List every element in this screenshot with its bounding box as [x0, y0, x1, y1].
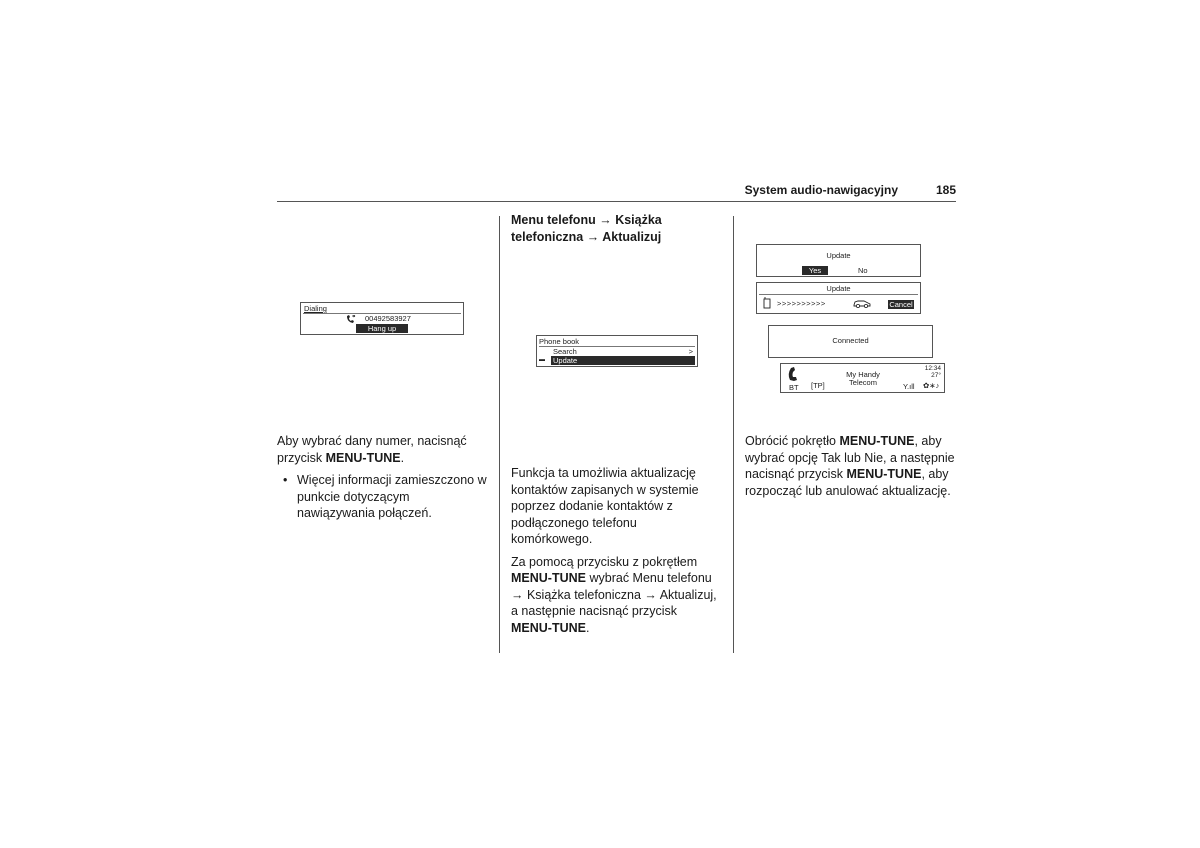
bt-indicator: BT	[789, 383, 799, 392]
column-1-text	[277, 433, 487, 522]
connected-status: Connected	[832, 336, 869, 345]
section-title: System audio-nawigacyjny	[744, 183, 898, 197]
page-header	[277, 183, 956, 201]
connected-screen	[768, 325, 933, 358]
text-run: Obrócić pokrętło	[745, 434, 840, 448]
arrow-icon: →	[586, 229, 600, 244]
signal-strength-icon: Y.ıll	[903, 382, 915, 391]
chevron-right-icon: >	[688, 347, 693, 356]
dialing-screen	[300, 302, 464, 335]
column-2-heading	[511, 212, 721, 245]
paragraph	[277, 433, 487, 466]
paragraph	[745, 433, 955, 499]
selection-marker-icon: ▬	[539, 357, 545, 363]
text-run: Aby wybrać dany numer, nacisnąć przycisk	[277, 434, 467, 465]
phone-status-screen	[780, 363, 945, 393]
text-run: Aktualizuj, a następnie nacisnąć przycisk	[511, 587, 717, 618]
text-run: Książka telefoniczna	[523, 587, 645, 602]
text-run: .	[400, 450, 405, 465]
heading-part: Książka	[615, 213, 662, 227]
header-divider	[277, 201, 956, 202]
phone-book-title: Phone book	[539, 337, 580, 346]
car-icon	[853, 298, 871, 308]
dialing-title: Dialing	[304, 304, 327, 313]
arrow-icon: →	[644, 587, 657, 602]
cancel-button[interactable]: Cancel	[889, 300, 913, 309]
hang-up-button[interactable]: Hang up	[356, 324, 408, 333]
menu-item-search[interactable]: Search	[553, 347, 577, 356]
bullet-mark: •	[283, 473, 288, 487]
paragraph	[511, 554, 721, 637]
arrow-icon: →	[511, 587, 524, 602]
text-run: , aby rozpocząć lub anulować aktualizację.	[745, 467, 951, 498]
update-confirm-screen	[756, 244, 921, 277]
menu-tune-label: MENU-TUNE	[846, 467, 922, 481]
mobile-phone-icon	[763, 297, 771, 309]
column-divider	[499, 216, 500, 653]
progress-indicator: >>>>>>>>>>	[777, 299, 826, 308]
menu-tune-label: MENU-TUNE	[511, 620, 586, 635]
heading-part: telefoniczna	[511, 229, 584, 244]
phone-book-screen	[536, 335, 698, 367]
column-3-text	[745, 433, 955, 505]
menu-tune-label: MENU-TUNE	[839, 434, 915, 448]
update-title: Update	[826, 251, 851, 260]
status-icons: ✿∗♪	[923, 381, 940, 390]
phone-name-line1: My Handy	[846, 370, 880, 379]
column-divider	[733, 216, 734, 653]
update-progress-screen	[756, 282, 921, 314]
bullet-text: Więcej informacji zamieszczono w punkcie dotyczącym nawiązywania połączeń.	[297, 473, 487, 520]
update-title: Update	[826, 284, 851, 293]
handset-icon	[787, 366, 801, 382]
yes-button[interactable]: Yes	[802, 266, 828, 275]
heading-part: Menu telefonu	[511, 213, 596, 227]
menu-tune-label: MENU-TUNE	[511, 571, 586, 585]
menu-tune-label: MENU-TUNE	[325, 450, 401, 465]
clock: 12:34	[924, 365, 941, 372]
dialed-number: 00492583927	[365, 314, 411, 323]
column-2-text	[511, 465, 721, 642]
arrow-icon: →	[599, 213, 612, 227]
text-run: .	[586, 620, 590, 635]
heading-part: Aktualizuj	[602, 229, 662, 244]
page-number: 185	[935, 183, 956, 197]
text-run: Za pomocą przycisku z pokrętłem	[511, 554, 698, 569]
menu-item-update[interactable]: Update	[551, 356, 695, 365]
text-run: , aby wybrać opcję Tak lub Nie, a następnie nacisnąć przycisk	[745, 434, 955, 481]
screen-divider	[759, 294, 918, 295]
phone-icon	[346, 315, 356, 324]
paragraph: Funkcja ta umożliwia aktualizację kontaktów zapisanych w systemie poprzez dodanie kontaktów z podłączonego telefonu komórkowego.	[511, 466, 699, 546]
text-run: wybrać Menu telefonu	[586, 571, 712, 585]
phone-name-line2: Telecom	[849, 378, 877, 387]
tp-indicator: [TP]	[811, 381, 825, 390]
no-button[interactable]: No	[858, 266, 868, 275]
temperature: 27°	[931, 372, 941, 379]
bullet-item	[277, 472, 487, 522]
